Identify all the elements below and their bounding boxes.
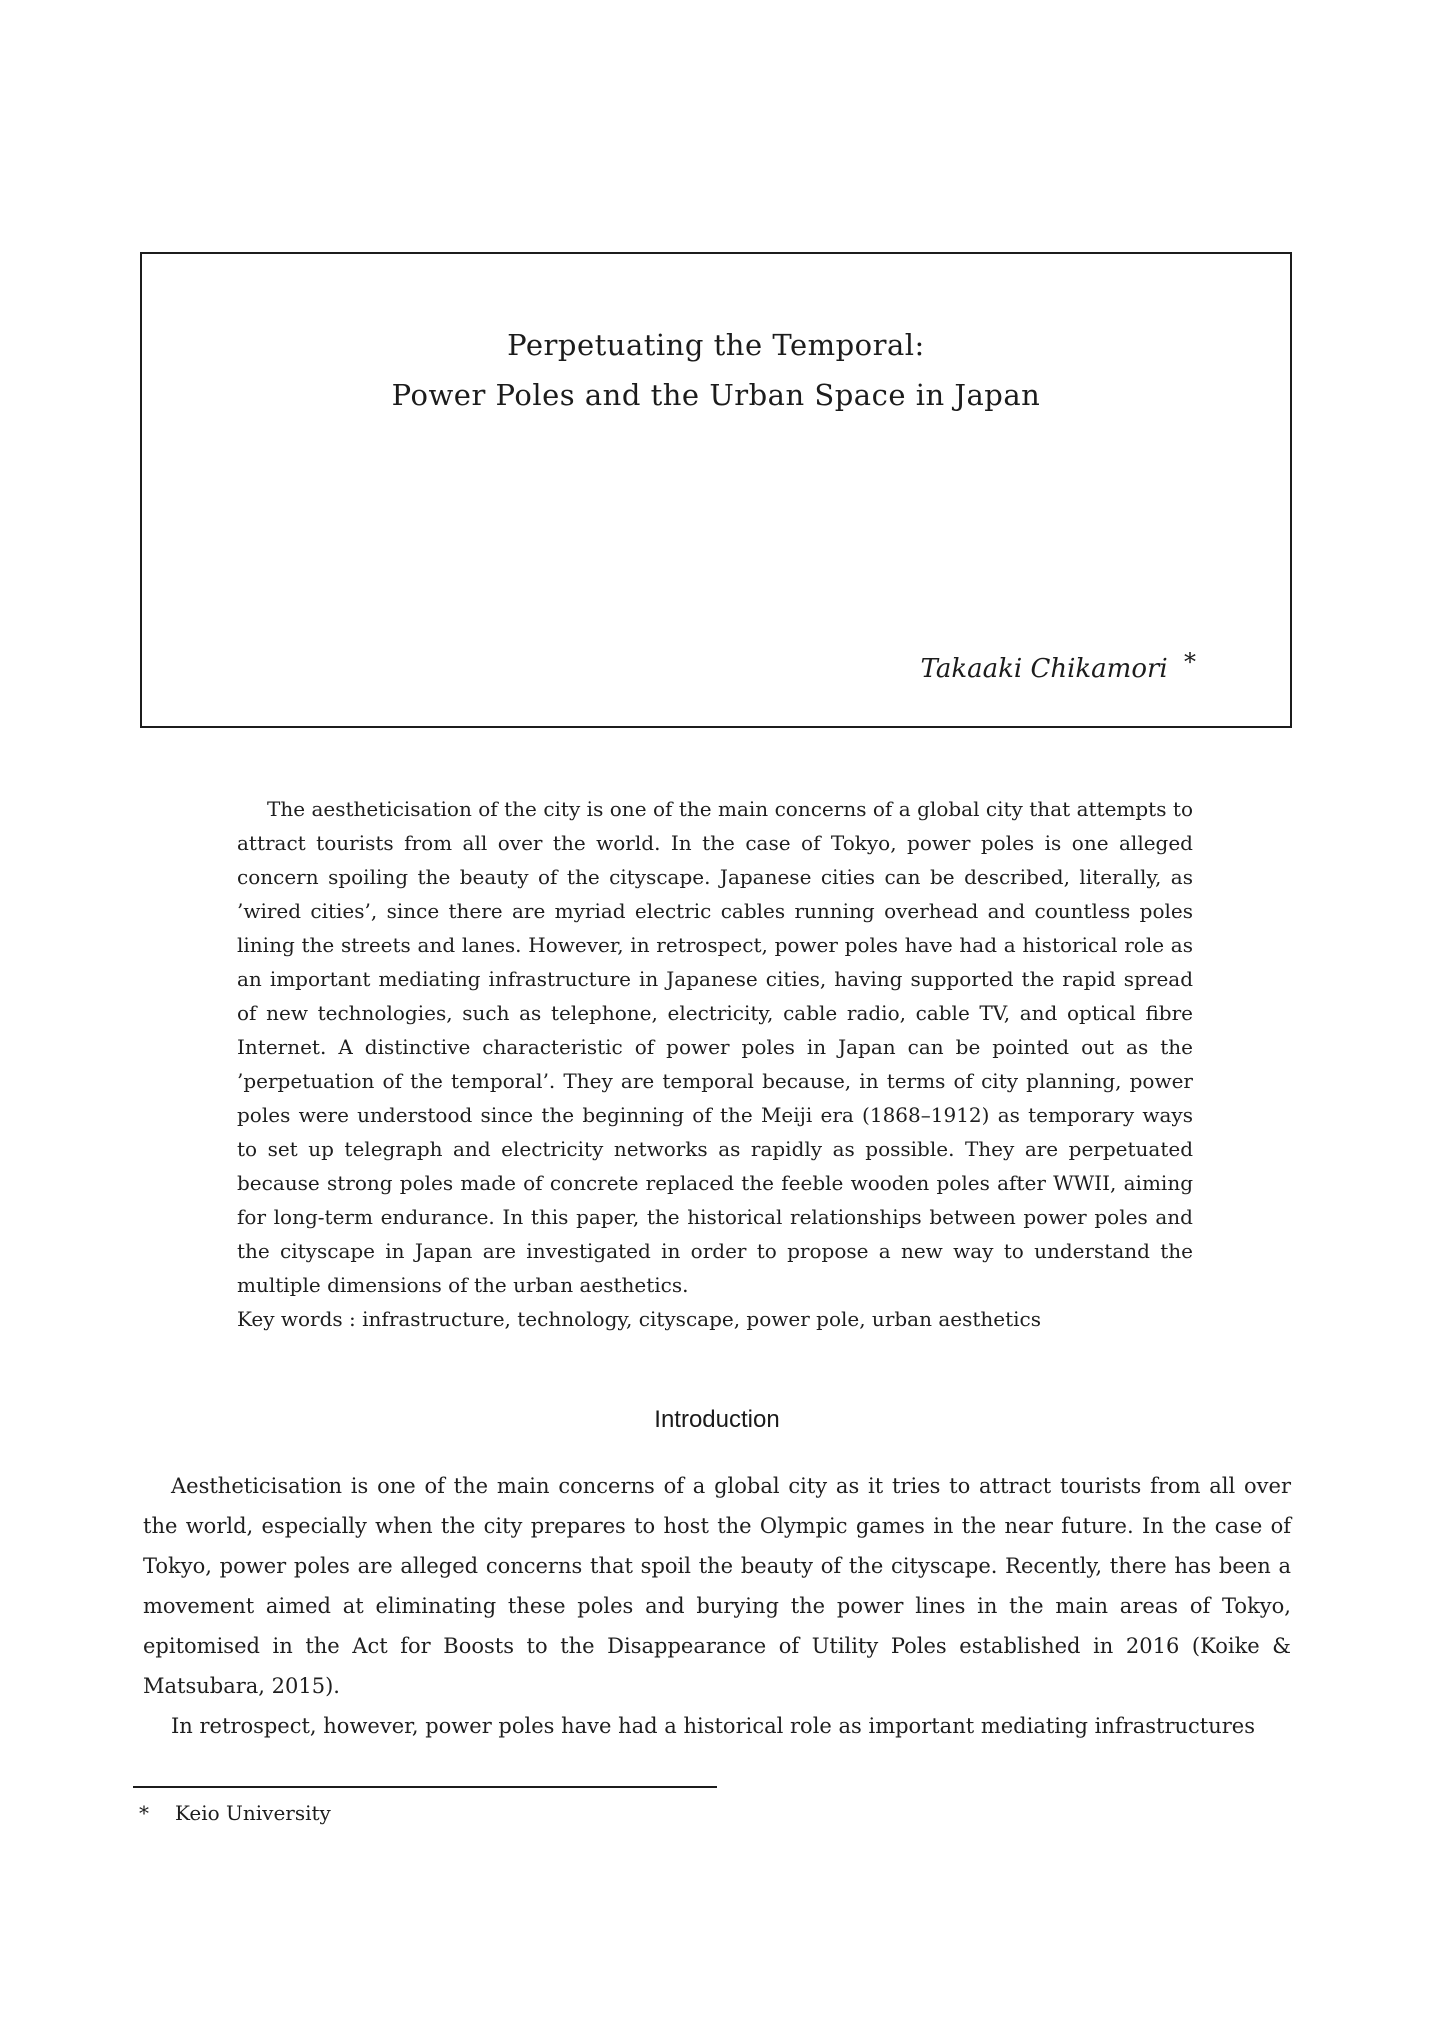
author-line	[920, 648, 1196, 684]
abstract-block	[237, 792, 1193, 1336]
title-box	[140, 252, 1292, 728]
author-footnote-mark: *	[1184, 648, 1196, 676]
paper-title	[142, 254, 1290, 420]
footnote-rule	[133, 1786, 717, 1788]
author-name: Takaaki Chikamori	[920, 654, 1168, 684]
paper-title-line-1: Perpetuating the Temporal:	[507, 328, 925, 362]
intro-paragraph-2: In retrospect, however, power poles have had a historical role as important mediating infrastructures	[171, 1714, 1255, 1738]
introduction-body	[143, 1466, 1291, 1746]
abstract-text: The aestheticisation of the city is one of the main concerns of a global city that attempts to attract tourists from all over the world. In the case of Tokyo, power poles is one alleged concern spoiling the beauty of the cityscape. Japanese cities can be described, literally, as ’wired cities’, since there are myriad electric cables running overhead and countless poles lining the streets and lanes. However, in retrospect, power poles have had a historical role as an important mediating infrastructure in Japanese cities, having supported the rapid spread of new technologies, such as telephone, electricity, cable radio, cable TV, and optical fibre Internet. A distinctive characteristic of power poles in Japan can be pointed out as the ’perpetuation of the temporal’. They are temporal because, in terms of city planning, power poles were understood since the beginning of the Meiji era (1868–1912) as temporary ways to set up telegraph and electricity networks as rapidly as possible. They are perpetuated because strong poles made of concrete replaced the feeble wooden poles after WWII, aiming for long-term endurance. In this paper, the historical relationships between power poles and the cityscape in Japan are investigated in order to propose a new way to understand the multiple dimensions of the urban aesthetics.	[237, 797, 1193, 1297]
keywords-line: Key words : infrastructure, technology, cityscape, power pole, urban aesthetics	[237, 1307, 1042, 1331]
section-heading-introduction: Introduction	[654, 1406, 780, 1433]
footnote	[139, 1798, 331, 1828]
intro-paragraph-1: Aestheticisation is one of the main concerns of a global city as it tries to attract tourists from all over the world, especially when the city prepares to host the Olympic games in the near future. In the case of Tokyo, power poles are alleged concerns that spoil the beauty of the cityscape. Recently, there has been a movement aimed at eliminating these poles and burying the power lines in the main areas of Tokyo, epitomised in the Act for Boosts to the Disappearance of Utility Poles established in 2016 (Koike & Matsubara, 2015).	[143, 1474, 1291, 1698]
paper-title-line-2: Power Poles and the Urban Space in Japan	[391, 378, 1041, 412]
footnote-mark: *	[139, 1801, 149, 1825]
footnote-text: Keio University	[175, 1801, 331, 1825]
